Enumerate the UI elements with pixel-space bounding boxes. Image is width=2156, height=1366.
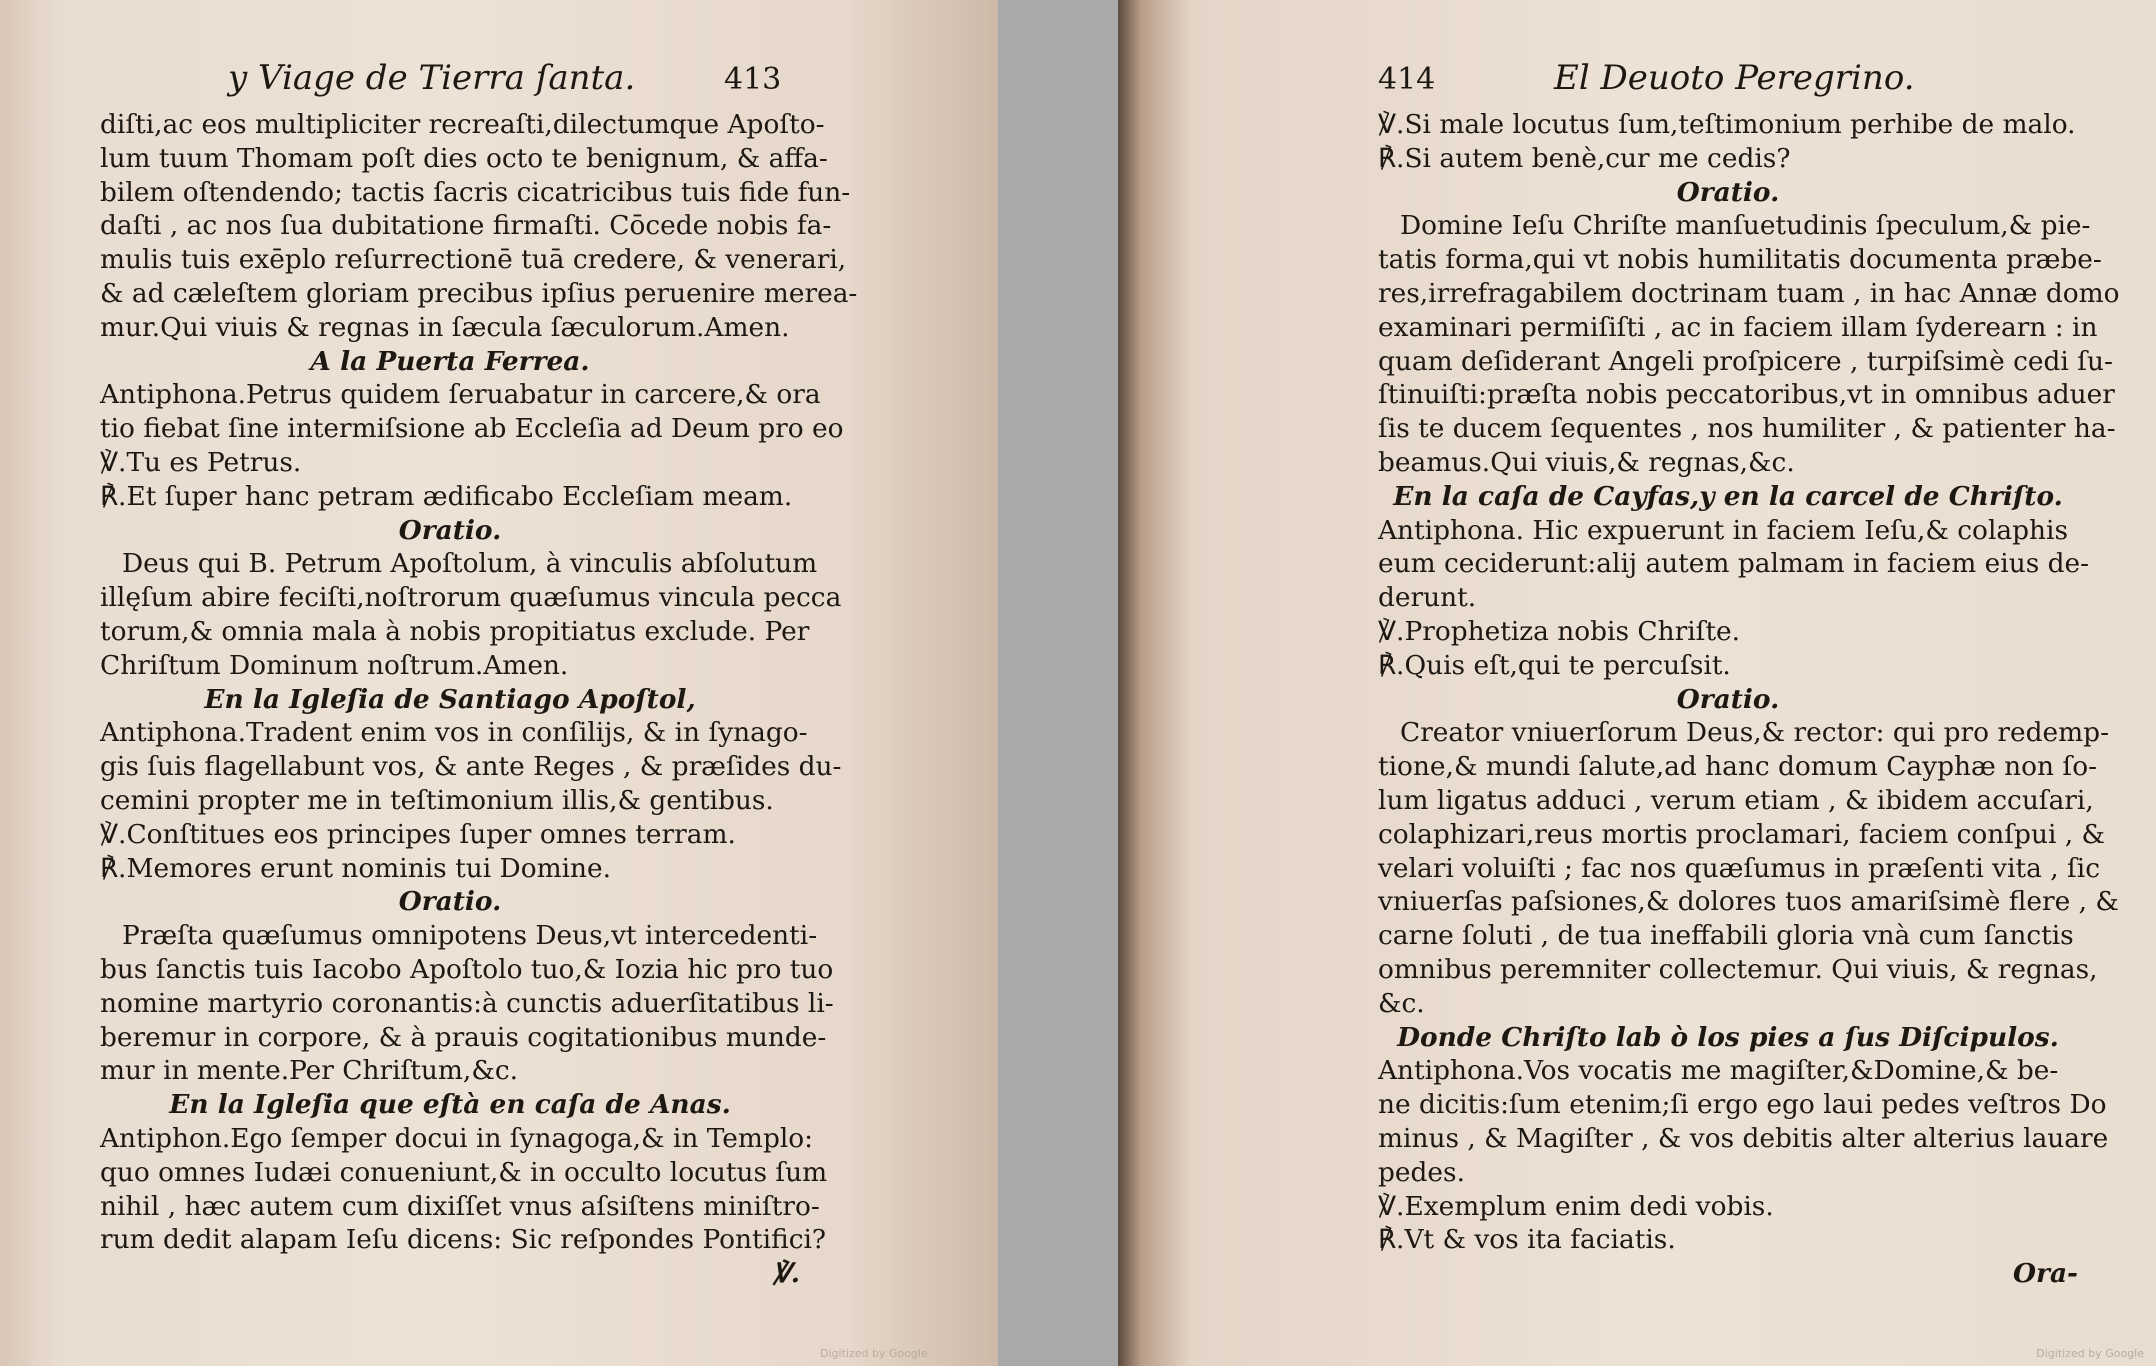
text-line: velari voluiſti ; fac nos quæſumus in præſenti vita , ſic [1378,852,2101,884]
text-line: Antiphona.Petrus quidem ſeruabatur in carcere,& ora [100,379,821,411]
text-line: beremur in corpore, & à prauis cogitationibus munde- [100,1021,827,1053]
text-line: pedes. [1378,1156,1465,1188]
text-line: &c. [1378,987,1425,1019]
section-heading: En la caſa de Cayfas,y en la carcel de Chriſto. [1393,480,2063,512]
text-line: Chriſtum Dominum noſtrum.Amen. [100,649,569,681]
text-line: eum ceciderunt:alij autem palmam in faciem eius de- [1378,548,2090,580]
text-line: Domine Ieſu Chriſte manſuetudinis ſpeculum,& pie- [1400,210,2091,242]
versicle-line: ℣.Prophetiza nobis Chriſte. [1378,615,1741,647]
text-line: tione,& mundi ſalute,ad hanc domum Cayphæ non ſo- [1378,751,2098,783]
oratio-heading: Oratio. [398,514,502,546]
gutter-gap [998,0,1118,1366]
text-line: quam deſiderant Angeli proſpicere , turpiſsimè cedi ſu- [1378,345,2113,377]
running-title: y Viage de Tierra ſanta. [228,58,636,98]
text-line: nomine martyrio coronantis:à cunctis aduerſitatibus li- [100,987,834,1019]
text-line: torum,& omnia mala à nobis propitiatus exclude. Per [100,615,810,647]
watermark: Digitized by Google [2036,1347,2144,1360]
text-line: tio fiebat ſine intermiſsione ab Eccleſia ad Deum pro eo [100,413,844,445]
catchword: Ora- [2013,1258,2078,1290]
page-number: 413 [724,62,782,97]
text-line: ne dicitis:ſum etenim;ſi ergo ego laui pedes veſtros Do [1378,1089,2107,1121]
section-heading: En la Igleſia que eſtà en caſa de Anas. [169,1089,731,1121]
text-line: derunt. [1378,582,1477,614]
text-line: carne ſoluti , de tua ineffabili gloria vnà cum ſanctis [1378,920,2074,952]
text-line: res,irrefragabilem doctrinam tuam , in hac Annæ domo [1378,277,2120,309]
versicle-line: ℣.Conſtitues eos principes ſuper omnes terram. [100,818,736,850]
text-line: bilem oſtendendo; tactis ſacris cicatricibus tuis fide fun- [100,176,851,208]
text-line: ſtinuiſti:præſta nobis peccatoribus,vt in omnibus aduer [1378,379,2115,411]
oratio-heading: Oratio. [398,886,502,918]
running-title: El Deuoto Peregrino. [1554,58,1915,98]
text-line: colaphizari,reus mortis proclamari, faciem conſpui , & [1378,818,2106,850]
text-line: nihil , hæc autem cum dixiſſet vnus aſsiſtens miniſtro- [100,1190,820,1222]
text-line: gis ſuis flagellabunt vos, & ante Reges , & præſides du- [100,751,842,783]
text-line: Antiphona. Hic expuerunt in faciem Ieſu,& colaphis [1378,514,2068,546]
response-line: ℟.Vt & vos ita faciatis. [1378,1224,1676,1256]
versicle-line: ℣.Si male locutus ſum,teſtimonium perhibe de malo. [1378,109,2076,140]
section-heading: Donde Chriſto lab ò los pies a ſus Diſcipulos. [1397,1021,2059,1053]
text-line: bus ſanctis tuis Iacobo Apoſtolo tuo,& Iozia hic pro tuo [100,953,834,985]
text-line: Creator vniuerſorum Deus,& rector: qui pro redemp- [1400,717,2109,749]
text-line: tatis forma,qui vt nobis humilitatis documenta præbe- [1378,244,2102,276]
text-line: quo omnes Iudæi conueniunt,& in occulto locutus ſum [100,1156,828,1188]
left-page [0,0,998,1366]
text-line: illęſum abire feciſti,noſtrorum quæſumus vincula pecca [100,582,842,614]
left-text-block [100,58,858,1291]
text-line: ſis te ducem ſequentes , nos humiliter , & patienter ha- [1378,413,2116,445]
text-line: Antiphona.Tradent enim vos in conſilijs, & in ſynago- [100,717,808,749]
response-line: ℟.Memores erunt nominis tui Domine. [100,852,612,884]
text-line: Præſta quæſumus omnipotens Deus,vt intercedenti- [122,920,818,952]
right-text-block [1378,58,2120,1291]
text-line: examinari permiſiſti , ac in faciem illam ſyderearn : in [1378,311,2098,343]
oratio-heading: Oratio. [1676,176,1780,208]
response-line: ℟.Si autem benè,cur me cedis? [1378,142,1791,174]
oratio-heading: Oratio. [1676,683,1780,715]
text-line: cemini propter me in teſtimonium illis,& gentibus. [100,784,774,816]
text-line: Deus qui B. Petrum Apoſtolum, à vinculis abſolutum [122,548,818,580]
response-line: ℟.Quis eſt,qui te percuſsit. [1378,649,1731,681]
text-line: Antiphon.Ego ſemper docui in ſynagoga,& in Templo: [100,1122,814,1154]
page-number: 414 [1378,62,1436,97]
text-line: minus , & Magiſter , & vos debitis alter alterius lauare [1378,1122,2109,1154]
right-page-header [1378,58,2078,108]
text-line: daſti , ac nos ſua dubitatione firmaſti. Cōcede nobis fa- [100,210,832,242]
text-line: mur in mente.Per Chriſtum,&c. [100,1055,518,1087]
text-line: rum dedit alapam Ieſu dicens: Sic reſpondes Pontifici? [100,1224,827,1256]
text-line: lum tuum Thomam poſt dies octo te benignum, & affa- [100,142,828,174]
text-line: beamus.Qui viuis,& regnas,&c. [1378,446,1795,478]
text-line: omnibus peremniter collectemur. Qui viuis, & regnas, [1378,953,2098,985]
text-line: vniuerſas paſsiones,& dolores tuos amariſsimè flere , & [1378,886,2119,918]
section-heading: En la Igleſia de Santiago Apoſtol, [204,683,696,715]
response-line: ℟.Et ſuper hanc petram ædificabo Eccleſiam meam. [100,480,793,512]
section-heading: A la Puerta Ferrea. [310,345,590,377]
text-line: & ad cæleſtem gloriam precibus ipſius peruenire merea- [100,277,858,309]
text-line: mur.Qui viuis & regnas in ſæcula ſæculorum.Amen. [100,311,790,343]
text-line: mulis tuis exēplo reſurrectionē tuā credere, & venerari, [100,244,847,276]
left-page-header [100,58,800,108]
right-page [1118,0,2156,1366]
watermark: Digitized by Google [820,1347,928,1360]
text-line: diſti,ac eos multipliciter recreaſti,dilectumque Apoſto- [100,109,825,140]
text-line: lum ligatus adduci , verum etiam , & ibidem accuſari, [1378,784,2094,816]
text-line: Antiphona.Vos vocatis me magiſter,&Domine,& be- [1378,1055,2059,1087]
versicle-line: ℣.Tu es Petrus. [100,446,302,478]
catchword: ℣. [772,1258,800,1290]
versicle-line: ℣.Exemplum enim dedi vobis. [1378,1190,1774,1222]
